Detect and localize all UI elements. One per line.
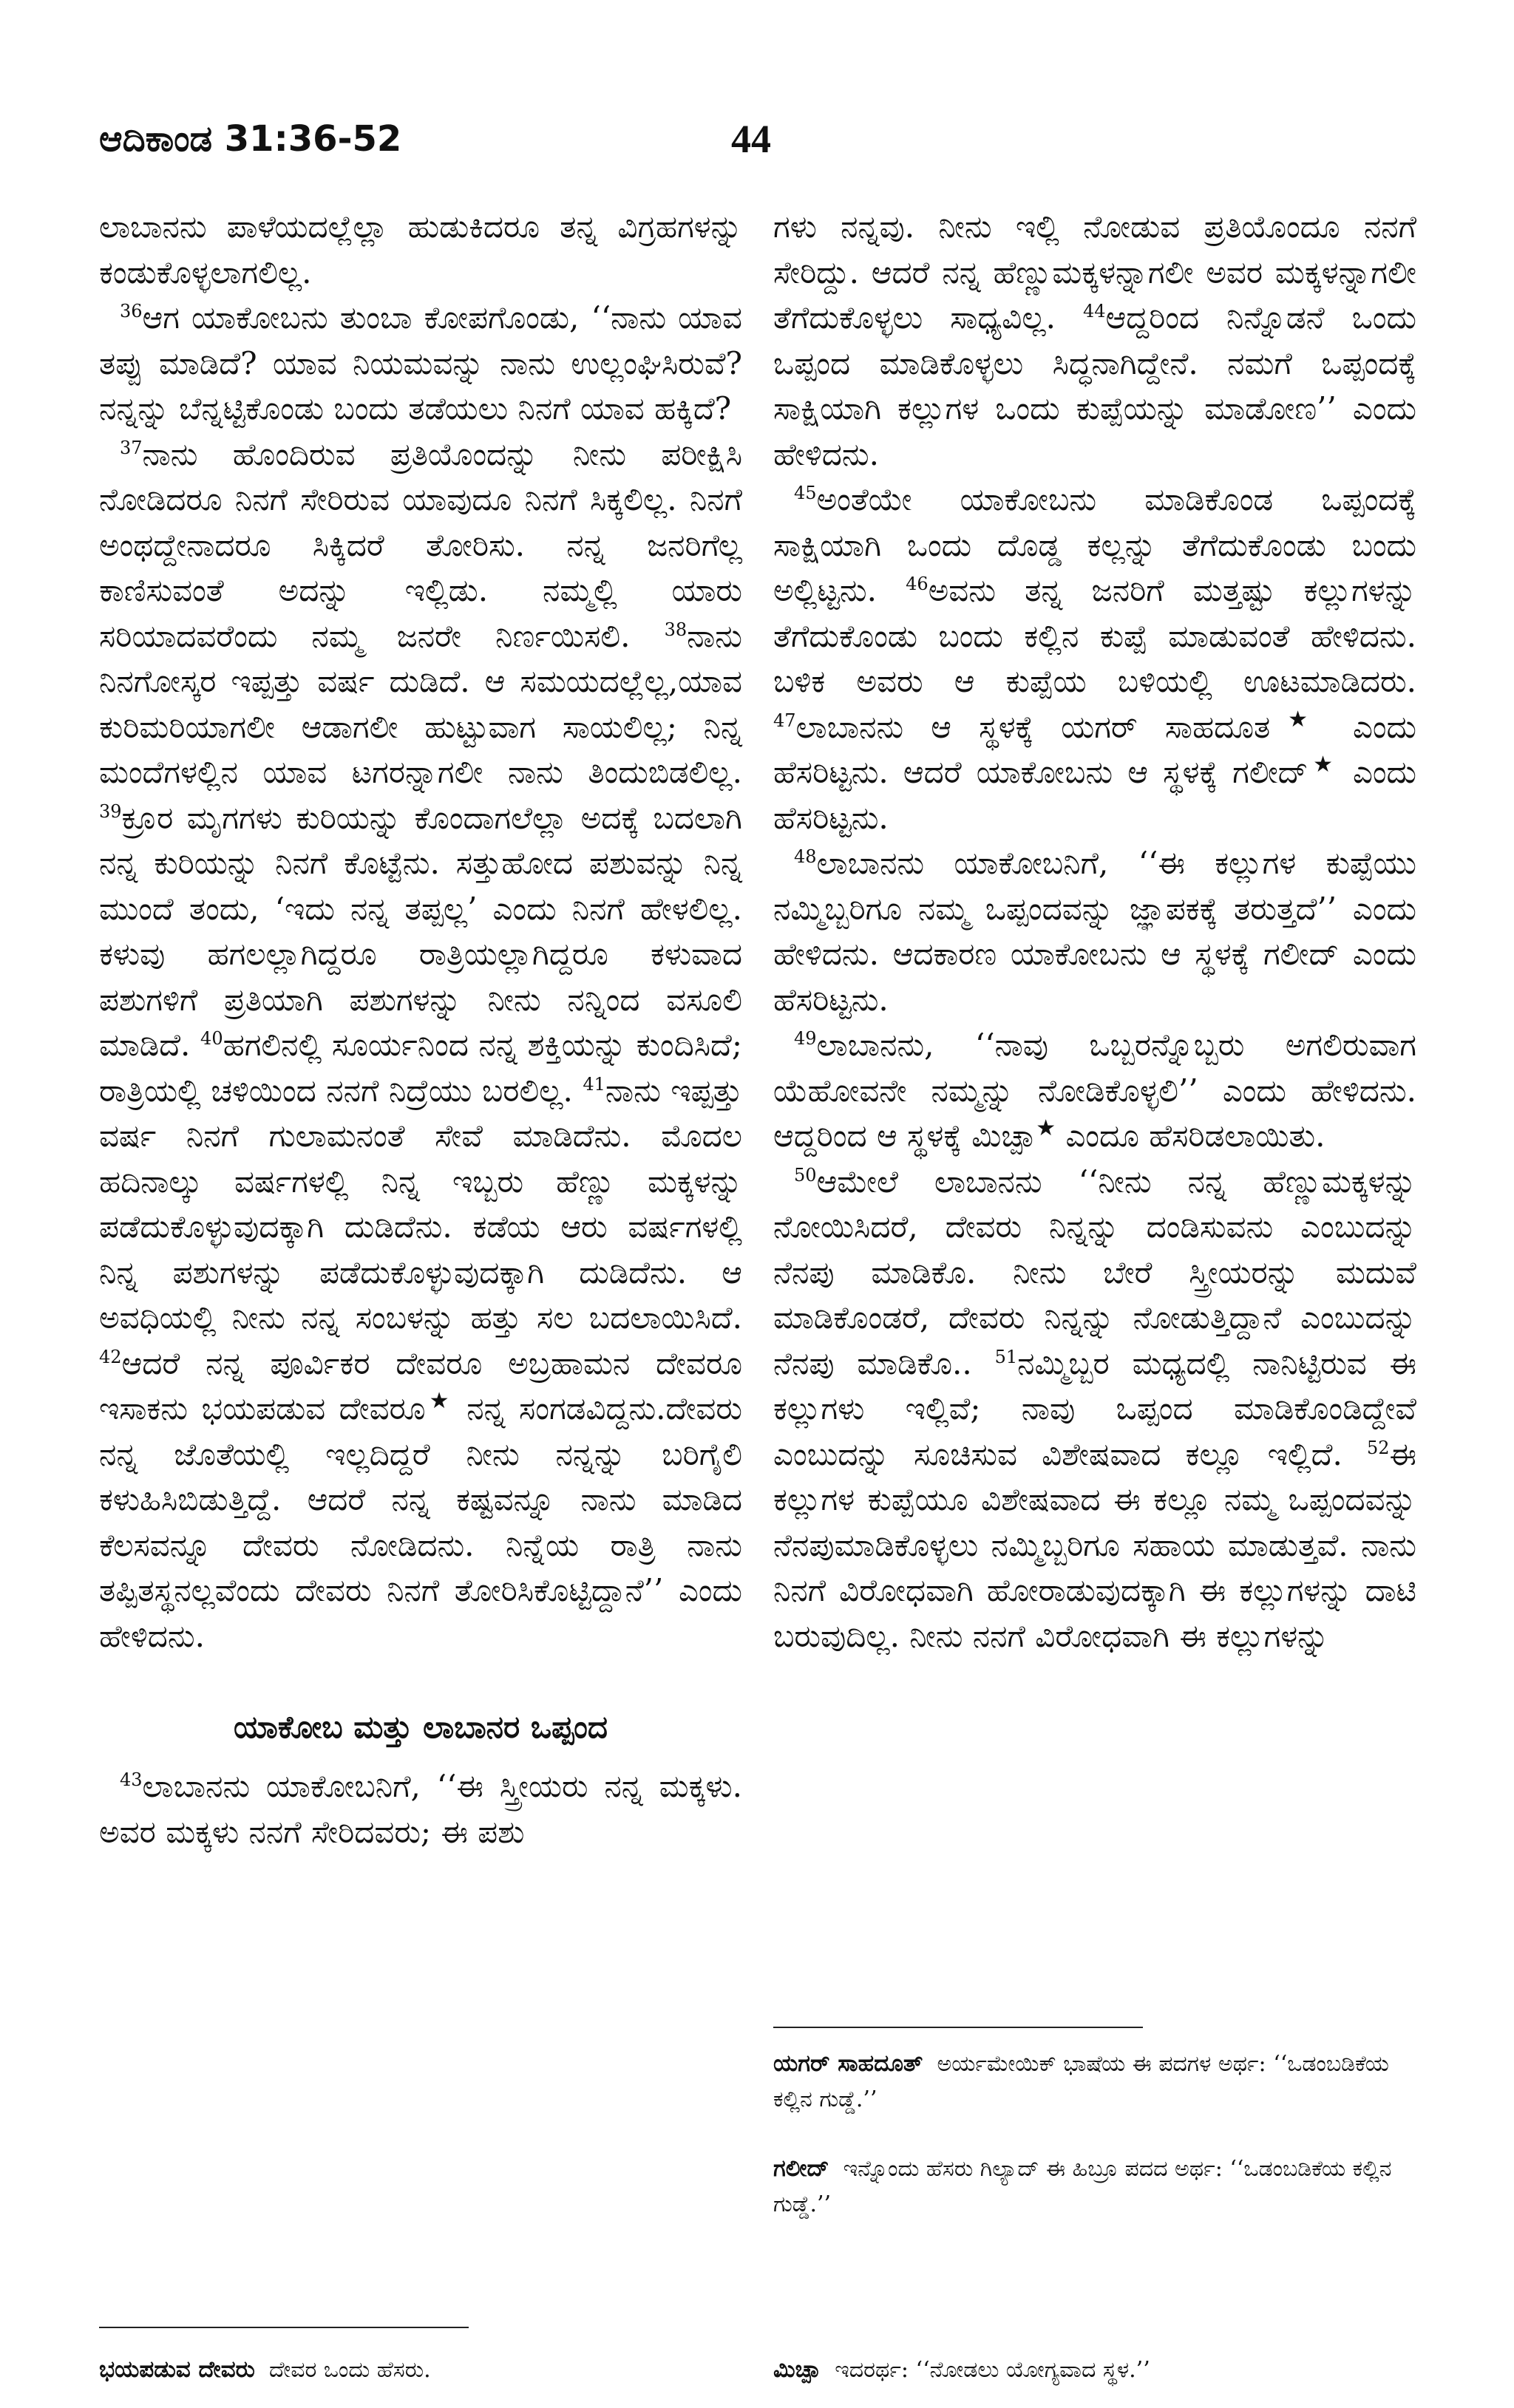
verse-number: 51 xyxy=(994,1346,1018,1367)
verse-number: 43 xyxy=(120,1769,143,1790)
footnote-text: ದೇವರ ಒಂದು ಹೆಸರು. xyxy=(268,2357,431,2383)
verse-number: 48 xyxy=(794,846,817,867)
right-column xyxy=(773,204,1416,1659)
verse-number: 50 xyxy=(794,1164,817,1186)
page-header xyxy=(99,109,1415,176)
footnote-term: ಯಗರ್ ಸಾಹದೂತ್ xyxy=(773,2050,923,2077)
footnote-divider xyxy=(773,2027,1143,2028)
verse-number: 45 xyxy=(794,483,817,503)
verse-number: 37 xyxy=(120,437,143,458)
verse-number: 36 xyxy=(120,301,143,322)
footnote xyxy=(773,2151,1416,2222)
section-heading: ಯಾಕೋಬ ಮತ್ತು ಲಾಬಾನರ ಒಪ್ಪಂದ xyxy=(234,1709,608,1745)
footnote-divider xyxy=(99,2327,469,2328)
paragraph: ಗಳು ನನ್ನವು. ನೀನು ಇಲ್ಲಿ ನೋಡುವ ಪ್ರತಿಯೊಂದೂ ನನಗೆ ಸೇರಿದ್ದು. ಆದರೆ ನನ್ನ ಹೆಣ್ಣುಮಕ್ಕಳನ್ನಾಗಲೀ ಅವರ ಮಕ್ಕಳನ್ನಾಗಲೀ ತೆಗೆದುಕೊಳ್ಳಲು ಸಾಧ್ಯವಿಲ್ಲ. $^{44}$ಆದ್ದರಿಂದ ನಿನ್ನೊಡನೆ ಒಂದು ಒಪ್ಪಂದ ಮಾಡಿಕೊಳ್ಳಲು ಸಿದ್ಧನಾಗಿದ್ದೇನೆ. ನಮಗೆ ಒಪ್ಪಂದಕ್ಕೆ ಸಾಕ್ಷಿಯಾಗಿ ಕಲ್ಲುಗಳ ಒಂದು ಕುಪ್ಪೆಯನ್ನು ಮಾಡೋಣ’’ ಎಂದು ಹೇಳಿದನು. xyxy=(773,208,1417,472)
verse-number: 46 xyxy=(906,574,929,594)
footnote-text: ಇನ್ನೊಂದು ಹೆಸರು ಗಿಲ್ಯಾದ್ ಈ ಹಿಬ್ರೂ ಪದದ ಅರ್ಥ: ‘‘ಒಡಂಬಡಿಕೆಯ ಕಲ್ಲಿನ ಗುಡ್ಡೆ.’’ xyxy=(773,2156,1392,2217)
paragraph: $^{48}$ಲಾಬಾನನು ಯಾಕೋಬನಿಗೆ, ‘‘ಈ ಕಲ್ಲುಗಳ ಕುಪ್ಪೆಯು ನಮ್ಮಿಬ್ಬರಿಗೂ ನಮ್ಮ ಒಪ್ಪಂದವನ್ನು ಜ್ಞಾಪಕಕ್ಕೆ ತರುತ್ತದೆ’’ ಎಂದು ಹೇಳಿದನು. ಆದಕಾರಣ ಯಾಕೋಬನು ಆ ಸ್ಥಳಕ್ಕೆ ಗಲೀದ್ ಎಂದು ಹೆಸರಿಟ್ಟನು. xyxy=(773,845,1416,1018)
verse-number: 42 xyxy=(99,1346,122,1367)
book-reference: ಆದಿಕಾಂಡ 31:36-52 xyxy=(99,118,402,160)
paragraph: $^{43}$ಲಾಬಾನನು ಯಾಕೋಬನಿಗೆ, ‘‘ಈ ಸ್ತ್ರೀಯರು ನನ್ನ ಮಕ್ಕಳು. ಅವರ ಮಕ್ಕಳು ನನಗೆ ಸೇರಿದವರು; ಈ ಪಶು xyxy=(99,1768,742,1850)
footnote-marker-star: ★ xyxy=(1036,1115,1056,1141)
paragraph: $^{50}$ಆಮೇಲೆ ಲಾಬಾನನು ‘‘ನೀನು ನನ್ನ ಹೆಣ್ಣುಮಕ್ಕಳನ್ನು ನೋಯಿಸಿದರೆ, ದೇವರು ನಿನ್ನನ್ನು ದಂಡಿಸುವನು ಎಂಬುದನ್ನು ನೆನಪು ಮಾಡಿಕೊ. ನೀನು ಬೇರೆ ಸ್ತ್ರೀಯರನ್ನು ಮದುವೆ ಮಾಡಿಕೊಂಡರೆ, ದೇವರು ನಿನ್ನನ್ನು ನೋಡುತ್ತಿದ್ದಾನೆ ಎಂಬುದನ್ನು ನೆನಪು ಮಾಡಿಕೊ.. $^{51}$ನಮ್ಮಿಬ್ಬರ ಮಧ್ಯದಲ್ಲಿ ನಾನಿಟ್ಟಿರುವ ಈ ಕಲ್ಲುಗಳು ಇಲ್ಲಿವೆ; ನಾವು ಒಪ್ಪಂದ ಮಾಡಿಕೊಂಡಿದ್ದೇವೆ ಎಂಬುದನ್ನು ಸೂಚಿಸುವ ವಿಶೇಷವಾದ ಕಲ್ಲೂ ಇಲ್ಲಿದೆ. $^{52}$ಈ ಕಲ್ಲುಗಳ ಕುಪ್ಪೆಯೂ ವಿಶೇಷವಾದ ಈ ಕಲ್ಲೂ ನಮ್ಮ ಒಪ್ಪಂದವನ್ನು ನೆನಪುಮಾಡಿಕೊಳ್ಳಲು ನಮ್ಮಿಬ್ಬರಿಗೂ ಸಹಾಯ ಮಾಡುತ್ತವೆ. ನಾನು ನಿನಗೆ ವಿರೋಧವಾಗಿ ಹೋರಾಡುವುದಕ್ಕಾಗಿ ಈ ಕಲ್ಲುಗಳನ್ನು ದಾಟಿ ಬರುವುದಿಲ್ಲ. ನೀನು ನನಗೆ ವಿರೋಧವಾಗಿ ಈ ಕಲ್ಲುಗಳನ್ನು xyxy=(773,1163,1416,1654)
verse-number: 39 xyxy=(99,800,122,822)
footnote-text: ಇದರರ್ಥ: ‘‘ನೋಡಲು ಯೋಗ್ಯವಾದ ಸ್ಥಳ.’’ xyxy=(835,2357,1150,2383)
left-column xyxy=(99,204,742,1854)
paragraph: $^{36}$ಆಗ ಯಾಕೋಬನು ತುಂಬಾ ಕೋಪಗೊಂಡು, ‘‘ನಾನು ಯಾವ ತಪ್ಪು ಮಾಡಿದೆ? ಯಾವ ನಿಯಮವನ್ನು ನಾನು ಉಲ್ಲಂಘಿಸಿರುವೆ? ನನ್ನನ್ನು ಬೆನ್ನಟ್ಟಿಕೊಂಡು ಬಂದು ತಡೆಯಲು ನಿನಗೆ ಯಾವ ಹಕ್ಕಿದೆ? xyxy=(99,299,742,426)
footnote-marker-star: ★ xyxy=(1270,706,1325,732)
paragraph: ಲಾಬಾನನು ಪಾಳೆಯದಲ್ಲೆಲ್ಲಾ ಹುಡುಕಿದರೂ ತನ್ನ ವಿಗ್ರಹಗಳನ್ನು ಕಂಡುಕೊಳ್ಳಲಾಗಲಿಲ್ಲ. xyxy=(99,208,742,290)
page-number: 44 xyxy=(731,117,771,161)
footnote-marker-star: ★ xyxy=(1308,752,1338,778)
verse-number: 47 xyxy=(773,710,796,731)
paragraph: $^{49}$ಲಾಬಾನನು, ‘‘ನಾವು ಒಬ್ಬರನ್ನೊಬ್ಬರು ಅಗಲಿರುವಾಗ ಯೆಹೋವನೇ ನಮ್ಮನ್ನು ನೋಡಿಕೊಳ್ಳಲಿ’’ ಎಂದು ಹೇಳಿದನು. ಆದ್ದರಿಂದ ಆ ಸ್ಥಳಕ್ಕೆ ಮಿಚ್ಪಾ★ ಎಂದೂ ಹೆಸರಿಡಲಾಯಿತು. xyxy=(773,1027,1416,1154)
verse-number: 52 xyxy=(1366,1437,1390,1458)
footnote-term: ಭಯಪಡುವ ದೇವರು xyxy=(99,2356,255,2383)
footnote xyxy=(99,2352,742,2388)
paragraph: $^{37}$ನಾನು ಹೊಂದಿರುವ ಪ್ರತಿಯೊಂದನ್ನು ನೀನು ಪರೀಕ್ಷಿಸಿ ನೋಡಿದರೂ ನಿನಗೆ ಸೇರಿರುವ ಯಾವುದೂ ನಿನಗೆ ಸಿಕ್ಕಲಿಲ್ಲ. ನಿನಗೆ ಅಂಥದ್ದೇನಾದರೂ ಸಿಕ್ಕಿದರೆ ತೋರಿಸು. ನನ್ನ ಜನರಿಗೆಲ್ಲ ಕಾಣಿಸುವಂತೆ ಅದನ್ನು ಇಲ್ಲಿಡು. ನಮ್ಮಲ್ಲಿ ಯಾರು ಸರಿಯಾದವರೆಂದು ನಮ್ಮ ಜನರೇ ನಿರ್ಣಯಿಸಲಿ. $^{38}$ನಾನು ನಿನಗೋಸ್ಕರ ಇಪ್ಪತ್ತು ವರ್ಷ ದುಡಿದೆ. ಆ ಸಮಯದಲ್ಲೆಲ್ಲ,ಯಾವ ಕುರಿಮರಿಯಾಗಲೀ ಆಡಾಗಲೀ ಹುಟ್ಟುವಾಗ ಸಾಯಲಿಲ್ಲ; ನಿನ್ನ ಮಂದೆಗಳಲ್ಲಿನ ಯಾವ ಟಗರನ್ನಾಗಲೀ ನಾನು ತಿಂದುಬಿಡಲಿಲ್ಲ. $^{39}$ಕ್ರೂರ ಮೃಗಗಳು ಕುರಿಯನ್ನು ಕೊಂದಾಗಲೆಲ್ಲಾ ಅದಕ್ಕೆ ಬದಲಾಗಿ ನನ್ನ ಕುರಿಯನ್ನು ನಿನಗೆ ಕೊಟ್ಟೆನು. ಸತ್ತುಹೋದ ಪಶುವನ್ನು ನಿನ್ನ ಮುಂದೆ ತಂದು, ‘ಇದು ನನ್ನ ತಪ್ಪಲ್ಲ’ ಎಂದು ನಿನಗೆ ಹೇಳಲಿಲ್ಲ. ಕಳುವು ಹಗಲಲ್ಲಾಗಿದ್ದರೂ ರಾತ್ರಿಯಲ್ಲಾಗಿದ್ದರೂ ಕಳುವಾದ ಪಶುಗಳಿಗೆ ಪ್ರತಿಯಾಗಿ ಪಶುಗಳನ್ನು ನೀನು ನನ್ನಿಂದ ವಸೂಲಿ ಮಾಡಿದೆ. $^{40}$ಹಗಲಿನಲ್ಲಿ ಸೂರ್ಯನಿಂದ ನನ್ನ ಶಕ್ತಿಯನ್ನು ಕುಂದಿಸಿದೆ; ರಾತ್ರಿಯಲ್ಲಿ ಚಳಿಯಿಂದ ನನಗೆ ನಿದ್ರೆಯು ಬರಲಿಲ್ಲ. $^{41}$ನಾನು ಇಪ್ಪತ್ತು ವರ್ಷ ನಿನಗೆ ಗುಲಾಮನಂತೆ ಸೇವೆ ಮಾಡಿದೆನು. ಮೊದಲ ಹದಿನಾಲ್ಕು ವರ್ಷಗಳಲ್ಲಿ ನಿನ್ನ ಇಬ್ಬರು ಹೆಣ್ಣು ಮಕ್ಕಳನ್ನು ಪಡೆದುಕೊಳ್ಳುವುದಕ್ಕಾಗಿ ದುಡಿದೆನು. ಕಡೆಯ ಆರು ವರ್ಷಗಳಲ್ಲಿ ನಿನ್ನ ಪಶುಗಳನ್ನು ಪಡೆದುಕೊಳ್ಳುವುದಕ್ಕಾಗಿ ದುಡಿದೆನು. ಆ ಅವಧಿಯಲ್ಲಿ ನೀನು ನನ್ನ ಸಂಬಳನ್ನು ಹತ್ತು ಸಲ ಬದಲಾಯಿಸಿದೆ. $^{42}$ಆದರೆ ನನ್ನ ಪೂರ್ವಿಕರ ದೇವರೂ ಅಬ್ರಹಾಮನ ದೇವರೂ ಇಸಾಕನು ಭಯಪಡುವ ದೇವರೂ★ ನನ್ನ ಸಂಗಡವಿದ್ದನು.ದೇವರು ನನ್ನ ಜೊತೆಯಲ್ಲಿ ಇಲ್ಲದಿದ್ದರೆ ನೀನು ನನ್ನನ್ನು ಬರಿಗೈಲಿ ಕಳುಹಿಸಿಬಿಡುತ್ತಿದ್ದೆ. ಆದರೆ ನನ್ನ ಕಷ್ಟವನ್ನೂ ನಾನು ಮಾಡಿದ ಕೆಲಸವನ್ನೂ ದೇವರು ನೋಡಿದನು. ನಿನ್ನೆಯ ರಾತ್ರಿ ನಾನು ತಪ್ಪಿತಸ್ಥನಲ್ಲವೆಂದು ದೇವರು ನಿನಗೆ ತೋರಿಸಿಕೊಟ್ಟಿದ್ದಾನೆ’’ ಎಂದು ಹೇಳಿದನು. xyxy=(99,435,743,1654)
verse-number: 38 xyxy=(664,619,688,640)
verse-number: 44 xyxy=(1082,301,1106,322)
verse-number: 49 xyxy=(794,1028,817,1049)
paragraph: $^{45}$ಅಂತೆಯೇ ಯಾಕೋಬನು ಮಾಡಿಕೊಂಡ ಒಪ್ಪಂದಕ್ಕೆ ಸಾಕ್ಷಿಯಾಗಿ ಒಂದು ದೊಡ್ಡ ಕಲ್ಲನ್ನು ತೆಗೆದುಕೊಂಡು ಬಂದು ಅಲ್ಲಿಟ್ಟನು. $^{46}$ಅವನು ತನ್ನ ಜನರಿಗೆ ಮತ್ತಷ್ಟು ಕಲ್ಲುಗಳನ್ನು ತೆಗೆದುಕೊಂಡು ಬಂದು ಕಲ್ಲಿನ ಕುಪ್ಪೆ ಮಾಡುವಂತೆ ಹೇಳಿದನು. ಬಳಿಕ ಅವರು ಆ ಕುಪ್ಪೆಯ ಬಳಿಯಲ್ಲಿ ಊಟಮಾಡಿದರು. $^{47}$ಲಾಬಾನನು ಆ ಸ್ಥಳಕ್ಕೆ ಯಗರ್ ಸಾಹದೂತ★ ಎಂದು ಹೆಸರಿಟ್ಟನು. ಆದರೆ ಯಾಕೋಬನು ಆ ಸ್ಥಳಕ್ಕೆ ಗಲೀದ್★ ಎಂದು ಹೆಸರಿಟ್ಟನು. xyxy=(773,481,1416,836)
verse-number: 40 xyxy=(200,1028,223,1049)
footnote-text: ಅರ್ಯಮೇಯಿಕ್ ಭಾಷೆಯ ಈ ಪದಗಳ ಅರ್ಥ: ‘‘ಒಡಂಬಡಿಕೆಯ ಕಲ್ಲಿನ ಗುಡ್ಡೆ.’’ xyxy=(773,2051,1389,2112)
footnote-term: ಮಿಚ್ಪಾ xyxy=(773,2356,821,2383)
footnote xyxy=(773,2352,1416,2388)
footnote xyxy=(773,2046,1416,2118)
footnote-marker-star: ★ xyxy=(425,1388,453,1414)
footnote-term: ಗಲೀದ್ xyxy=(773,2155,829,2182)
verse-number: 41 xyxy=(583,1073,605,1095)
